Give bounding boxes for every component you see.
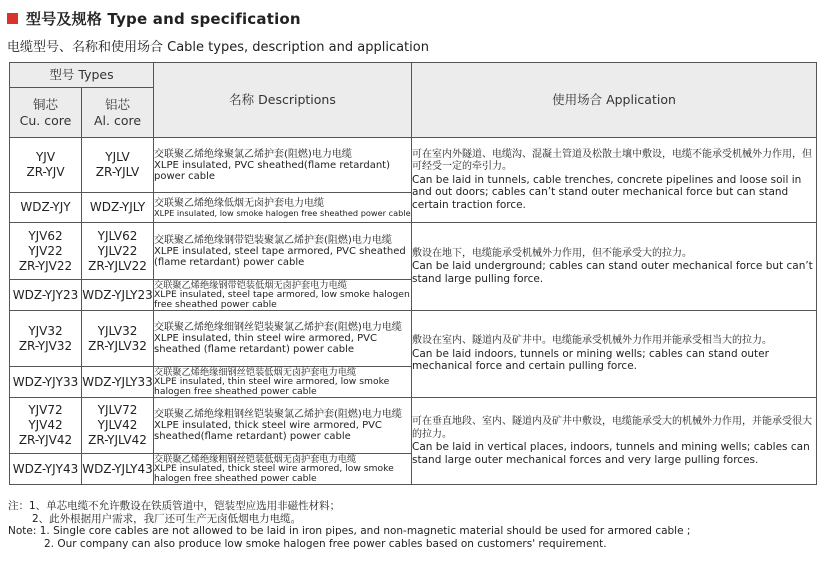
cu-code-cell xyxy=(10,454,82,485)
description-zh: 交联聚乙烯绝缘钢带铠装低烟无卤护套电力电缆 xyxy=(154,279,347,291)
al-code: ZR-YJLV32 xyxy=(88,338,147,353)
description-zh: 交联聚乙烯绝缘粗钢丝铠装聚氯乙烯护套(阻燃)电力电缆 xyxy=(154,409,402,420)
al-code: YJLV72 xyxy=(97,403,138,417)
header-al-en: Al. core xyxy=(93,112,142,128)
description-en: XLPE insulated, PVC sheathed(flame retardant) power cable xyxy=(154,159,390,182)
application-zh: 敷设在室内、隧道内及矿井中。电缆能承受机械外力作用并能承受相当大的拉力。 xyxy=(412,335,773,347)
description-zh: 交联聚乙烯绝缘粗钢丝铠装低烟无卤护套电力电缆 xyxy=(154,453,357,465)
al-code: YJLV62 xyxy=(97,228,138,243)
table-row xyxy=(10,311,817,367)
header-cu-en: Cu. core xyxy=(19,112,72,128)
al-code: ZR-YJLV42 xyxy=(88,433,147,447)
al-code: YJLV22 xyxy=(97,243,138,258)
al-code-cell xyxy=(82,454,154,485)
al-code-cell xyxy=(82,367,154,398)
cu-code: YJV xyxy=(35,150,56,164)
description-zh: 交联聚乙烯绝缘低烟无卤护套电力电缆 xyxy=(154,197,325,209)
cu-code: WDZ-YJY43 xyxy=(12,461,79,476)
al-code: YJLV32 xyxy=(97,323,138,338)
description-en: XLPE insulated, thick steel wire armored, PVC sheathed(flame retardant) power cable xyxy=(154,420,382,442)
description-cell xyxy=(154,280,412,311)
cu-code-cell xyxy=(10,138,82,193)
al-code: WDZ-YJLY33 xyxy=(82,374,153,389)
al-code: WDZ-YJLY43 xyxy=(82,461,153,476)
cu-code-cell xyxy=(10,193,82,223)
cu-code: ZR-YJV42 xyxy=(18,433,73,447)
description-cell xyxy=(154,398,412,454)
cu-code: YJV72 xyxy=(28,403,63,417)
cu-code: ZR-YJV22 xyxy=(18,258,73,273)
description-cell xyxy=(154,138,412,193)
description-en: XLPE insulated, steel tape armored, PVC sheathed (flame retardant) power cable xyxy=(154,245,406,268)
cu-code: YJV32 xyxy=(28,323,63,338)
subtitle: 电缆型号、名称和使用场合 Cable types, description and application xyxy=(7,40,429,55)
application-cell xyxy=(412,398,817,485)
header-cu-core xyxy=(10,88,82,138)
note-en-2: 2. Our company can also produce low smoke halogen free power cables based on customers' requirement. xyxy=(44,537,607,550)
cu-code-cell xyxy=(10,280,82,311)
cu-code: YJV62 xyxy=(28,228,63,243)
al-code-cell xyxy=(82,398,154,454)
title-marker-icon xyxy=(7,13,18,24)
application-cell xyxy=(412,223,817,311)
cu-code-cell xyxy=(10,223,82,280)
description-zh: 交联聚乙烯绝缘钢带铠装聚氯乙烯护套(阻燃)电力电缆 xyxy=(154,234,392,246)
note-zh-2: 2、此外根据用户需求，我厂还可生产无卤低烟电力电缆。 xyxy=(32,512,302,525)
header-descriptions: 名称 Descriptions xyxy=(154,63,412,138)
al-code-cell xyxy=(82,193,154,223)
application-cell xyxy=(412,138,817,223)
description-cell xyxy=(154,193,412,223)
header-al-zh: 铝芯 xyxy=(105,96,131,112)
section-title xyxy=(7,6,301,30)
header-al-core xyxy=(82,88,154,138)
al-code-cell xyxy=(82,138,154,193)
cable-spec-table xyxy=(9,62,817,485)
cu-code: ZR-YJV32 xyxy=(18,338,73,353)
application-zh: 可在室内外隧道、电缆沟、混凝土管道及松散土壤中敷设，电缆不能承受机械外力作用，但可经受一定的牵引力。 xyxy=(412,148,813,173)
application-en: Can be laid underground; cables can stand outer mechanical force but can’t stand large pulling force. xyxy=(412,260,813,285)
title-text: 型号及规格 Type and specification xyxy=(26,9,301,28)
description-en: XLPE insulated, steel tape armored, low smoke halogen free sheathed power cable xyxy=(154,289,410,310)
application-en: Can be laid in tunnels, cable trenches, concrete pipelines and loose soil in and out doors; cables can’t stand outer mechanical force but can stand certain traction force. xyxy=(412,173,802,211)
header-types: 型号 Types xyxy=(10,63,154,88)
description-en: XLPE insulated, thin steel wire armored, PVC sheathed (flame retardant) power cable xyxy=(154,333,377,355)
table-row xyxy=(10,138,817,193)
cu-code-cell xyxy=(10,367,82,398)
cu-code: ZR-YJV xyxy=(26,165,65,179)
cu-code: YJV22 xyxy=(28,243,63,258)
header-application: 使用场合 Application xyxy=(412,63,817,138)
description-en: XLPE insulated, thin steel wire armored, low smoke halogen free sheathed power cable xyxy=(154,376,390,397)
description-cell xyxy=(154,454,412,485)
description-cell xyxy=(154,367,412,398)
al-code: WDZ-YJLY23 xyxy=(82,287,153,302)
application-en: Can be laid in vertical places, indoors, tunnels and mining wells; cables can stand large outer mechanical forces and very large pulling forces. xyxy=(412,441,810,466)
cu-code-cell xyxy=(10,311,82,367)
description-zh: 交联聚乙烯绝缘聚氯乙烯护套(阻燃)电力电缆 xyxy=(154,148,352,160)
al-code-cell xyxy=(82,223,154,280)
table-row xyxy=(10,223,817,280)
cu-code: WDZ-YJY23 xyxy=(12,287,79,302)
note-en-1: Note: 1. Single core cables are not allowed to be laid in iron pipes, and non-magnetic material should be used for armored cable ; xyxy=(8,525,691,537)
al-code-cell xyxy=(82,280,154,311)
al-code: YJLV42 xyxy=(97,418,138,432)
header-cu-zh: 铜芯 xyxy=(32,96,58,112)
cu-code: WDZ-YJY33 xyxy=(12,374,79,389)
cu-code: WDZ-YJY xyxy=(20,200,71,214)
description-en: XLPE insulated, thick steel wire armored, low smoke halogen free sheathed power cable xyxy=(154,463,394,484)
description-zh: 交联聚乙烯绝缘细钢丝铠装低烟无卤护套电力电缆 xyxy=(154,366,357,378)
note-zh-1: 注：1、单芯电缆不允许敷设在铁质管道中，铠装型应选用非磁性材料； xyxy=(8,500,341,512)
al-code: ZR-YJLV22 xyxy=(88,258,147,273)
cu-code-cell xyxy=(10,398,82,454)
application-zh: 敷设在地下，电缆能承受机械外力作用，但不能承受大的拉力。 xyxy=(412,247,693,259)
al-code: WDZ-YJLY xyxy=(89,200,146,214)
footnotes xyxy=(8,500,820,550)
description-en: XLPE insulated, low smoke halogen free sheathed power cable xyxy=(154,207,411,218)
description-cell xyxy=(154,311,412,367)
al-code-cell xyxy=(82,311,154,367)
application-cell xyxy=(412,311,817,398)
al-code: ZR-YJLV xyxy=(95,165,140,179)
application-en: Can be laid indoors, tunnels or mining wells; cables can stand outer mechanical force and certain pulling force. xyxy=(412,347,769,373)
description-cell xyxy=(154,223,412,280)
al-code: YJLV xyxy=(105,150,130,164)
cu-code: YJV42 xyxy=(28,418,63,432)
application-zh: 可在垂直地段、室内、隧道内及矿井中敷设，电缆能承受大的机械外力作用，并能承受很大的拉力。 xyxy=(412,416,813,440)
description-zh: 交联聚乙烯绝缘细钢丝铠装聚氯乙烯护套(阻燃)电力电缆 xyxy=(154,322,402,333)
table-row xyxy=(10,398,817,454)
